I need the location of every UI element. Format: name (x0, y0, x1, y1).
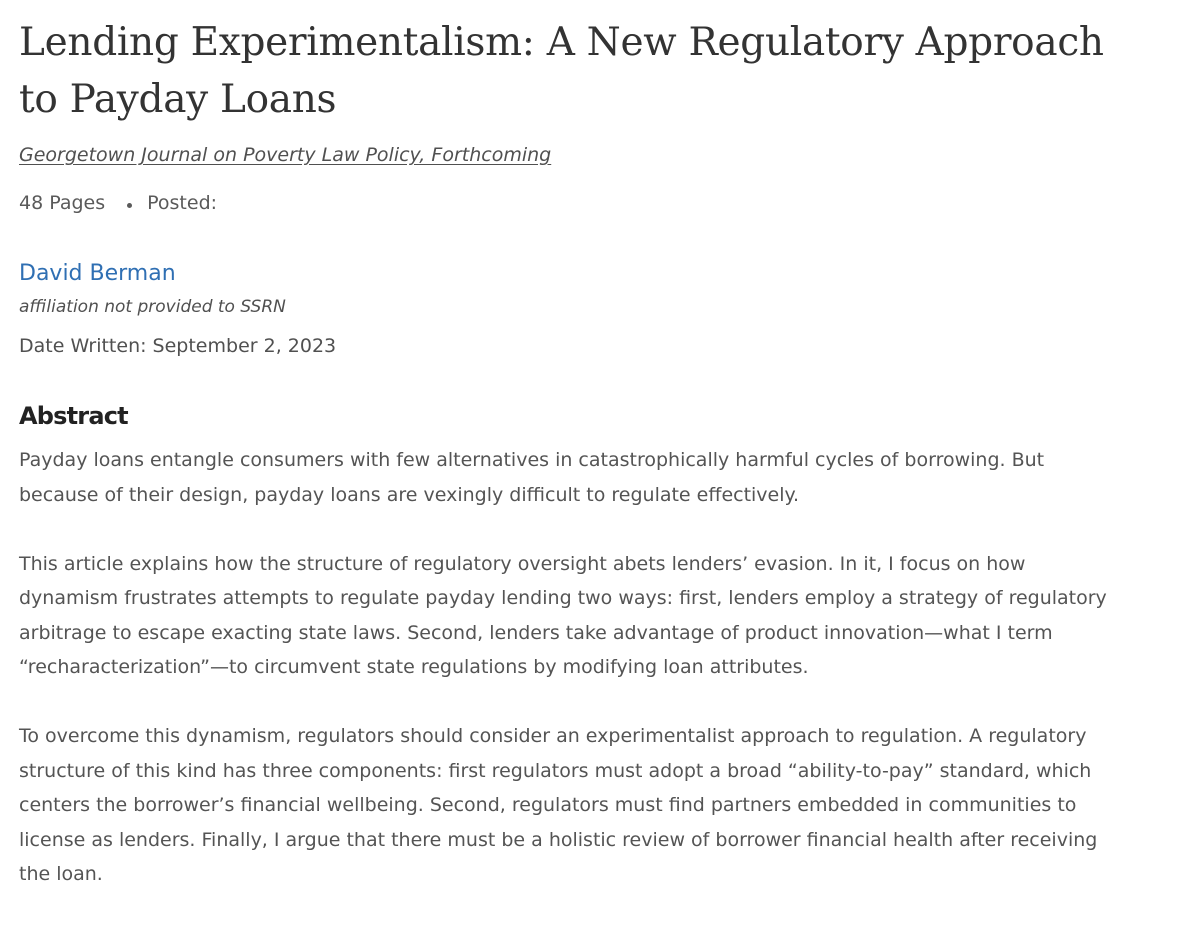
journal-link[interactable]: Georgetown Journal on Poverty Law Policy, Forthcoming (19, 144, 552, 166)
page-count: 48 Pages (19, 192, 106, 214)
abstract-heading: Abstract (19, 402, 128, 430)
author-link[interactable]: David Berman (19, 261, 176, 286)
abstract-paragraph: To overcome this dynamism, regulators should consider an experimentalist approach to regulation. A regulatory structure of this kind has three components: first regulators must adopt a broad “ability-to-pay” standard, which centers the borrower’s financial wellbeing. Second, regulators must find partners embedded in communities to license as lenders. Finally, I argue that there must be a holistic review of borrower financial health after receiving the loan. (19, 725, 1098, 885)
separator-dot (127, 203, 132, 208)
abstract-paragraph: This article explains how the structure of regulatory oversight abets lenders’ evasion. In it, I focus on how dynamism frustrates attempts to regulate payday lending two ways: first, lenders employ a strategy of regulatory arbitrage to escape exacting state laws. Second, lenders take advantage of product innovation—what I term “recharacterization”—to circumvent state regulations by modifying loan attributes. (19, 552, 1107, 678)
paper-page (19, 14, 1184, 926)
date-written: Date Written: September 2, 2023 (19, 335, 337, 357)
paper-meta (19, 190, 1184, 216)
paper-title: Lending Experimentalism: A New Regulatory Approach to Payday Loans (19, 20, 1104, 122)
abstract-paragraph: Payday loans entangle consumers with few alternatives in catastrophically harmful cycles of borrowing. But because of their design, payday loans are vexingly difficult to regulate effectively. (19, 449, 1045, 506)
abstract-body (19, 443, 1184, 892)
author-affiliation: affiliation not provided to SSRN (19, 297, 286, 317)
posted-label: Posted: (147, 192, 218, 214)
